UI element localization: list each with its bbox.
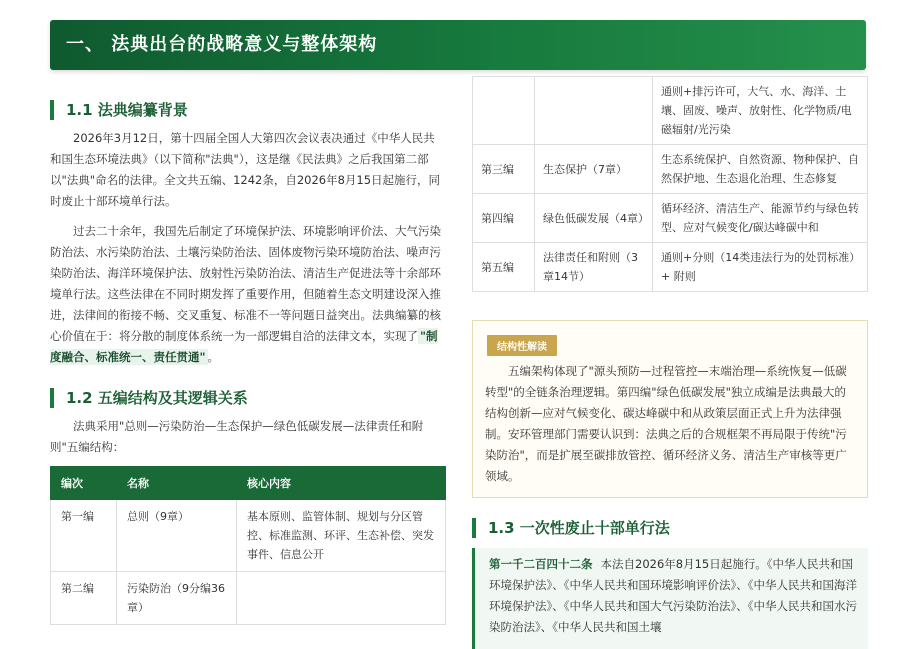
cell-content: 通则+分则（14类违法行为的处罚标准）+ 附则 (653, 243, 868, 292)
cell-name (535, 77, 653, 145)
table-row (51, 500, 446, 572)
header-part: 编次 (51, 467, 117, 500)
table-row (473, 243, 868, 292)
cell-part: 第一编 (51, 500, 117, 572)
table-row (473, 145, 868, 194)
cell-part: 第四编 (473, 194, 535, 243)
header-name: 名称 (117, 467, 237, 500)
paragraph-codification-value (50, 221, 446, 368)
cell-part: 第五编 (473, 243, 535, 292)
article-quote (472, 548, 868, 649)
cell-content (237, 572, 446, 625)
cell-name: 污染防治（9分编36章） (117, 572, 237, 625)
header-content: 核心内容 (237, 467, 446, 500)
table-row (51, 572, 446, 625)
callout-text: 五编架构体现了"源头预防—过程管控—末端治理—系统恢复—低碳转型"的全链条治理逻辑。第四编"绿色低碳发展"独立成编是法典最大的结构创新—应对气候变化、碳达峰碳中和从政策层面正式上升为法律强制。安环管理部门需要认识到：法典之后的合规框架不再局限于传统"污染防治"，而是扩展至碳排放管控、循环经济义务、清洁生产审核等更广领域。 (485, 364, 847, 483)
table-row (473, 194, 868, 243)
cell-content: 通则+排污许可，大气、水、海洋、土壤、固废、噪声、放射性、化学物质/电磁辐射/光污染 (653, 77, 868, 145)
paragraph-structure-intro: 法典采用"总则—污染防治—生态保护—绿色低碳发展—法律责任和附则"五编结构： (50, 419, 424, 454)
heading-1-1: 1.1 法典编纂背景 (50, 100, 188, 120)
article-number: 第一千二百四十二条 (489, 557, 593, 571)
structural-analysis-callout (472, 320, 868, 498)
cell-part: 第二编 (51, 572, 117, 625)
cell-name: 总则（9章） (117, 500, 237, 572)
table-header-row (51, 467, 446, 500)
heading-1-3: 1.3 一次性废止十部单行法 (472, 518, 670, 538)
table-row (473, 77, 868, 145)
cell-content: 循环经济、清洁生产、能源节约与绿色转型、应对气候变化/碳达峰碳中和 (653, 194, 868, 243)
paragraph-text: 过去二十余年，我国先后制定了环境保护法、环境影响评价法、大气污染防治法、水污染防治法、土壤污染防治法、固体废物污染环境防治法、噪声污染防治法、海洋环境保护法、放射性污染防治法、清洁生产促进法等十余部环境单行法。这些法律在不同时期发挥了重要作用，但随着生态文明建设深入推进，法律间的衔接不畅、交叉重复、标准不一等问题日益突出。法典编纂的核心价值在于：将分散的制度体系统一为一部逻辑自洽的法律文本，实现了 (50, 224, 441, 343)
paragraph-background: 2026年3月12日，第十四届全国人大第四次会议表决通过《中华人民共和国生态环境法典》（以下简称"法典"），这是继《民法典》之后我国第二部以"法典"命名的法律。全文共五编、1242条，自2026年8月15日起施行，同时废止十部环境单行法。 (50, 131, 441, 208)
article-paragraph (489, 554, 858, 638)
callout-badge: 结构性解读 (487, 335, 557, 356)
cell-part (473, 77, 535, 145)
structure-table-continued (472, 76, 868, 292)
cell-name: 法律责任和附则（3章14节） (535, 243, 653, 292)
cell-name: 生态保护（7章） (535, 145, 653, 194)
structure-table (50, 466, 446, 625)
highlight-phrase: "制度融合、标准统一、责任贯通" (50, 329, 438, 364)
article-text: 本法自2026年8月15日起施行。《中华人民共和国环境保护法》、《中华人民共和国环境影响评价法》、《中华人民共和国海洋环境保护法》、《中华人民共和国大气污染防治法》、《中华人民共和国水污染防治法》、《中华人民共和国土壤 (489, 557, 857, 634)
cell-part: 第三编 (473, 145, 535, 194)
cell-content: 生态系统保护、自然资源、物种保护、自然保护地、生态退化治理、生态修复 (653, 145, 868, 194)
cell-content: 基本原则、监管体制、规划与分区管控、标准监测、环评、生态补偿、突发事件、信息公开 (237, 500, 446, 572)
section-banner: 一、 法典出台的战略意义与整体架构 (50, 20, 866, 70)
cell-name: 绿色低碳发展（4章） (535, 194, 653, 243)
paragraph-end: 。 (207, 350, 219, 364)
heading-1-2: 1.2 五编结构及其逻辑关系 (50, 388, 248, 408)
